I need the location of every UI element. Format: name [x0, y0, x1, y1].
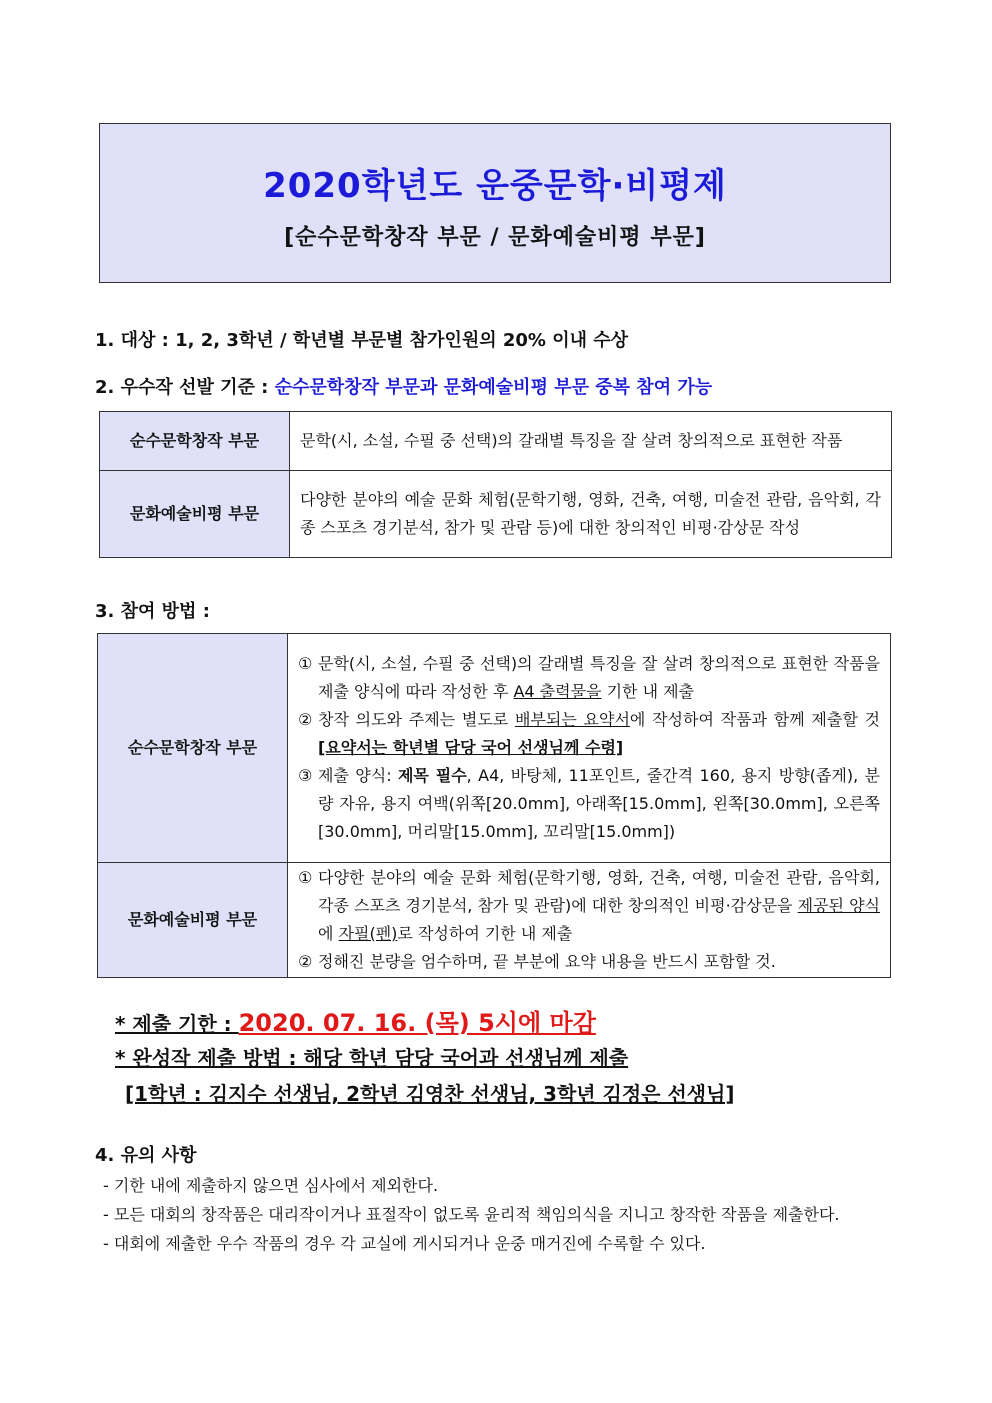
note-item: - 기한 내에 제출하지 않으면 심사에서 제외한다.	[103, 1176, 439, 1195]
method-label-criticism: 문화예술비평 부문	[98, 863, 288, 978]
item-bold-note: [요약서는 학년별 담당 국어 선생님께 수령]	[318, 738, 624, 757]
item-text: 에 작성하여 작품과 함께 제출할 것	[629, 710, 880, 729]
method-literature-item-1	[298, 650, 880, 706]
submission-method: * 완성작 제출 방법 : 해당 학년 담당 국어과 선생님께 제출	[115, 1046, 629, 1070]
document-title: 2020학년도 운중문학·비평제	[263, 166, 727, 206]
item-text: 에	[318, 924, 339, 943]
notes-list	[103, 1171, 893, 1258]
item-number: ②	[298, 952, 313, 971]
title-box	[99, 123, 891, 283]
criteria-content-criticism: 다양한 분야의 예술 문화 체험(문학기행, 영화, 건축, 여행, 미술전 관람, 음악회, 각종 스포츠 경기분석, 참가 및 관람 등)에 대한 창의적인 비평·감상문 작성	[290, 471, 892, 558]
criteria-content-literature: 문학(시, 소설, 수필 중 선택)의 갈래별 특징을 잘 살려 창의적으로 표현한 작품	[290, 412, 892, 471]
item-text: 기한 내 제출	[601, 682, 695, 701]
deadline-label: * 제출 기한 :	[115, 1012, 239, 1036]
method-row-literature	[98, 634, 891, 863]
item-underlined-text: 자필(펜)	[338, 924, 398, 943]
deadline-line	[115, 1003, 596, 1038]
method-literature-item-2	[298, 706, 880, 762]
deadline-value: 2020. 07. 16. (목) 5시에 마감	[238, 1009, 596, 1037]
method-content-literature	[288, 634, 891, 863]
item-underlined-text: 배부되는 요약서	[514, 710, 630, 729]
note-item: - 모든 대회의 창작품은 대리작이거나 표절작이 없도록 윤리적 책임의식을 지니고 창작한 작품을 제출한다.	[103, 1205, 840, 1224]
item-number: ②	[298, 710, 313, 729]
item-text: 로 작성하여 기한 내 제출	[397, 924, 573, 943]
criteria-table	[99, 411, 892, 558]
section-2-heading-prefix: 2. 우수작 선발 기준 :	[95, 377, 275, 398]
item-text: 다양한 분야의 예술 문화 체험(문학기행, 영화, 건축, 여행, 미술전 관람, 음악회, 각종 스포츠 경기분석, 참가 및 관람)에 대한 창의적인 비평·감상문을	[318, 868, 880, 915]
method-row-criticism	[98, 863, 891, 978]
item-bold-text: 제목 필수	[397, 766, 467, 785]
method-table	[97, 633, 891, 978]
document-subtitle: [순수문학창작 부문 / 문화예술비평 부문]	[284, 225, 706, 250]
criteria-label-literature: 순수문학창작 부문	[100, 412, 290, 471]
section-3-heading: 3. 참여 방법 :	[95, 601, 210, 622]
item-text: , A4, 바탕체, 11포인트, 줄간격 160, 용지 방향(좁게), 분량 자유, 용지 여백(위쪽[20.0mm], 아래쪽[15.0mm], 왼쪽[30.0mm], 오른쪽[30.0mm], 머리말[15.0mm], 꼬리말[15.0mm])	[318, 766, 880, 841]
method-content-criticism	[288, 863, 891, 978]
method-label-literature: 순수문학창작 부문	[98, 634, 288, 863]
section-2-heading	[95, 373, 712, 399]
item-number: ①	[298, 654, 313, 673]
item-text: 문학(시, 소설, 수필 중 선택)의 갈래별 특징을 잘 살려 창의적으로 표현한 작품을 제출 양식에 따라 작성한 후	[318, 654, 880, 701]
item-text: 제출 양식:	[318, 766, 398, 785]
item-number: ①	[298, 868, 313, 887]
criteria-row-criticism	[100, 471, 892, 558]
item-underlined-text: 제공된 양식	[797, 896, 880, 915]
teacher-list: [1학년 : 김지수 선생님, 2학년 김영찬 선생님, 3학년 김정은 선생님]	[125, 1082, 735, 1106]
item-number: ③	[298, 766, 313, 785]
note-item: - 대회에 제출한 우수 작품의 경우 각 교실에 게시되거나 운중 매거진에 수록할 수 있다.	[103, 1234, 706, 1253]
method-criticism-item-1	[298, 864, 880, 948]
criteria-row-literature	[100, 412, 892, 471]
section-1-heading: 1. 대상 : 1, 2, 3학년 / 학년별 부문별 참가인원의 20% 이내 수상	[95, 330, 629, 351]
criteria-label-criticism: 문화예술비평 부문	[100, 471, 290, 558]
item-underlined-text: A4 출력물을	[513, 682, 602, 701]
method-criticism-item-2	[298, 948, 880, 976]
section-2-heading-highlight: 순수문학창작 부문과 문화예술비평 부문 중복 참여 가능	[274, 377, 713, 398]
item-text: 정해진 분량을 엄수하며, 끝 부분에 요약 내용을 반드시 포함할 것.	[318, 952, 776, 971]
item-text: 창작 의도와 주제는 별도로	[318, 710, 515, 729]
section-4-heading: 4. 유의 사항	[95, 1145, 197, 1166]
method-literature-item-3	[298, 762, 880, 846]
